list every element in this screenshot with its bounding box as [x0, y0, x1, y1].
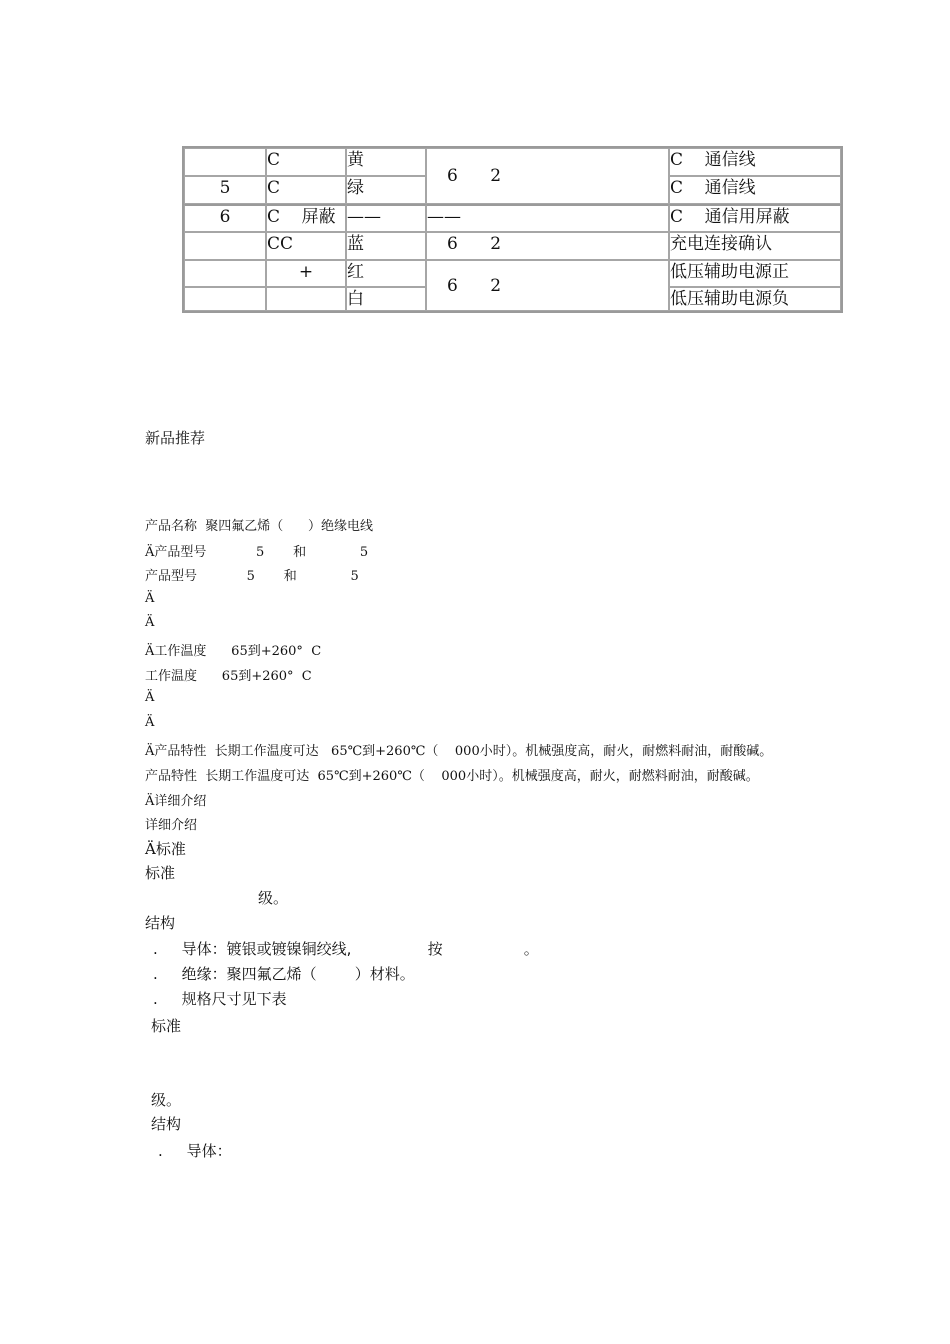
spec-table [182, 146, 843, 313]
text-line: Ä详细介绍 [145, 794, 207, 809]
text-line: . 规格尺寸见下表 [153, 990, 287, 1008]
text-line: . 导体： [158, 1142, 232, 1160]
text-line: Ä [145, 690, 155, 705]
text-line: 产品名称 聚四氟乙烯（ ）绝缘电线 [145, 519, 374, 534]
text-line: 级。 [151, 1091, 182, 1109]
text-line: Ä [145, 615, 155, 630]
table-cell: 黄 [346, 148, 426, 176]
table-cell: 白 [346, 287, 426, 311]
text-line: Ä [145, 591, 155, 606]
table-cell-merged: 6 2 [426, 260, 669, 311]
table-cell: CC [266, 232, 346, 260]
table-cell: 绿 [346, 176, 426, 204]
table-cell: 充电连接确认 [669, 232, 841, 260]
table-cell: C 通信线 [669, 176, 841, 204]
table-cell [184, 260, 266, 287]
table-cell [184, 232, 266, 260]
table-cell: C 通信用屏蔽 [669, 204, 841, 232]
text-line: . 绝缘：聚四氟乙烯（ ）材料。 [153, 965, 415, 983]
text-line: 产品特性 长期工作温度可达 65℃到+260℃（ 000小时）。机械强度高，耐火，耐燃料耐油，耐酸碱。 [145, 769, 759, 784]
table-cell: + [266, 260, 346, 287]
text-line: Ä工作温度 65到+260° C [145, 644, 322, 659]
text-line: 详细介绍 [145, 818, 198, 833]
table-cell: 6 2 [426, 232, 669, 260]
section-title: 新品推荐 [145, 429, 206, 447]
text-line: 产品型号 5 和 5 [145, 569, 359, 584]
table-cell: C 屏蔽 [266, 204, 346, 232]
text-line: Ä [145, 715, 155, 730]
table-cell: C [266, 176, 346, 204]
text-line: 标准 [145, 864, 176, 882]
table-cell: —— [426, 204, 669, 232]
text-line: Ä产品特性 长期工作温度可达 65℃到+260℃（ 000小时）。机械强度高，耐火，耐燃料耐油，耐酸碱。 [145, 744, 773, 759]
table-cell [266, 287, 346, 311]
text-line: 标准 [151, 1017, 182, 1035]
table-cell-merged: 6 2 [426, 148, 669, 204]
text-line: 工作温度 65到+260° C [145, 669, 312, 684]
table-cell: C 通信线 [669, 148, 841, 176]
text-line: 结构 [145, 914, 176, 932]
text-line: 结构 [151, 1115, 182, 1133]
text-line: Ä产品型号 5 和 5 [145, 545, 369, 560]
text-line: . 导体：镀银或镀镍铜绞线, 按 。 [153, 940, 539, 958]
table-cell: 5 [184, 176, 266, 204]
table-cell: —— [346, 204, 426, 232]
table-cell: 蓝 [346, 232, 426, 260]
table-cell: 6 [184, 204, 266, 232]
table-cell: 低压辅助电源正 [669, 260, 841, 287]
table-cell [184, 287, 266, 311]
table-cell: 低压辅助电源负 [669, 287, 841, 311]
table-cell: 红 [346, 260, 426, 287]
text-line: 级。 [258, 889, 289, 907]
table-cell [184, 148, 266, 176]
table-cell: C [266, 148, 346, 176]
text-line: Ä标准 [145, 840, 186, 858]
